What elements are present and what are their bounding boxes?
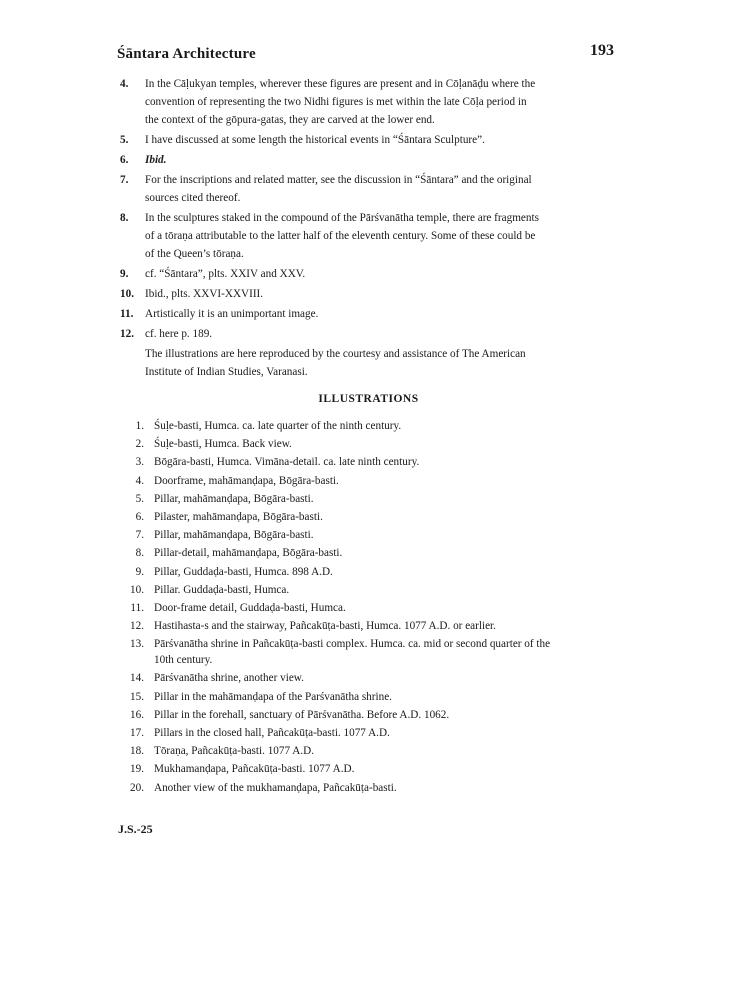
endnote-line: Ibid. bbox=[145, 154, 167, 166]
caption-line: Pillar in the forehall, sanctuary of Pārśvanātha. Before A.D. 1062. bbox=[154, 708, 450, 721]
illustration-number: 18. bbox=[130, 745, 144, 758]
illustration-number: 9. bbox=[135, 565, 144, 578]
illustration-entry bbox=[118, 545, 615, 561]
illustration-entry bbox=[118, 527, 615, 543]
illustration-number: 15. bbox=[130, 690, 144, 703]
endnote-line: In the Cāḷukyan temples, wherever these figures are present and in Cōḷanāḍu where the bbox=[145, 78, 536, 90]
illustration-caption bbox=[154, 418, 615, 434]
endnote-text bbox=[145, 171, 615, 207]
illustration-number: 20. bbox=[130, 781, 144, 794]
endnote-text bbox=[145, 285, 615, 303]
illustration-number: 4. bbox=[135, 474, 144, 487]
endnote-line: of a tōraṇa attributable to the latter half of the eleventh century. Some of these could be bbox=[145, 230, 536, 242]
endnote-line: the context of the gōpura-gatas, they are carved at the lower end. bbox=[145, 114, 435, 126]
caption-line: Pillar, mahāmanḍapa, Bōgāra-basti. bbox=[154, 492, 314, 505]
illustration-caption bbox=[154, 707, 615, 723]
illustration-number: 1. bbox=[135, 420, 144, 432]
endnote-text bbox=[145, 325, 615, 343]
illustration-entry bbox=[118, 454, 615, 470]
illustration-number: 5. bbox=[135, 492, 144, 505]
running-title: Śāntara Architecture bbox=[117, 46, 256, 62]
endnote-text bbox=[145, 209, 615, 263]
caption-line: Doorframe, mahāmanḍapa, Bōgāra-basti. bbox=[154, 474, 339, 487]
illustration-number: 6. bbox=[135, 510, 144, 523]
endnote-line: sources cited thereof. bbox=[145, 192, 241, 204]
illustration-entry bbox=[118, 473, 615, 489]
caption-line: Tōraṇa, Pañcakūṭa-basti. 1077 A.D. bbox=[154, 745, 315, 758]
illustration-number: 2. bbox=[135, 438, 144, 451]
illustration-entry bbox=[118, 618, 615, 634]
caption-line: 10th century. bbox=[154, 654, 213, 667]
caption-line: Pillar in the mahāmanḍapa of the Parśvanātha shrine. bbox=[154, 690, 392, 703]
illustration-number: 11. bbox=[130, 601, 144, 614]
illustration-caption bbox=[154, 454, 615, 470]
illustration-entry bbox=[118, 600, 615, 616]
endnote-line: Artistically it is an unimportant image. bbox=[145, 308, 319, 320]
endnote-text bbox=[145, 131, 615, 149]
page-number: 193 bbox=[590, 42, 614, 59]
illustration-entry bbox=[118, 670, 615, 686]
endnotes-list bbox=[120, 75, 615, 381]
illustration-entry bbox=[118, 491, 615, 507]
endnote-line: Ibid., plts. XXVI-XXVIII. bbox=[145, 288, 264, 300]
endnote bbox=[120, 285, 615, 303]
illustration-caption bbox=[154, 743, 615, 759]
caption-line: Pillar. Guddaḍa-basti, Humca. bbox=[154, 583, 290, 596]
endnote-number: 12. bbox=[120, 328, 134, 340]
endnote bbox=[120, 325, 615, 343]
caption-line: Hastihasta-s and the stairway, Pañcakūṭa-basti, Humca. 1077 A.D. or earlier. bbox=[154, 620, 496, 633]
illustration-number: 17. bbox=[130, 727, 144, 739]
illustrations-heading: ILLUSTRATIONS bbox=[318, 393, 419, 405]
illustrations-list bbox=[118, 418, 615, 798]
illustration-caption bbox=[154, 689, 615, 705]
illustration-number: 8. bbox=[135, 547, 144, 560]
endnote-number: 11. bbox=[120, 308, 134, 320]
endnote-line: cf. “Śāntara”, plts. XXIV and XXV. bbox=[145, 268, 306, 280]
caption-line: Door-frame detail, Guddaḍa-basti, Humca. bbox=[154, 601, 346, 614]
illustration-entry bbox=[118, 636, 615, 668]
caption-line: Pillar, Guddaḍa-basti, Humca. 898 A.D. bbox=[154, 565, 333, 578]
caption-line: Another view of the mukhamanḍapa, Pañcakūṭa-basti. bbox=[154, 781, 397, 794]
illustration-entry bbox=[118, 436, 615, 452]
illustration-number: 19. bbox=[130, 763, 144, 776]
illustration-number: 16. bbox=[130, 708, 144, 721]
illustration-entry bbox=[118, 564, 615, 580]
illustration-number: 14. bbox=[130, 672, 144, 685]
acknowledgement-line: The illustrations are here reproduced by the courtesy and assistance of The American bbox=[145, 348, 526, 360]
illustration-caption bbox=[154, 436, 615, 452]
caption-line: Pārśvanātha shrine, another view. bbox=[154, 672, 304, 685]
caption-line: Pillars in the closed hall, Pañcakūṭa-basti. 1077 A.D. bbox=[154, 727, 390, 739]
illustration-caption bbox=[154, 509, 615, 525]
caption-line: Pillar, mahāmanḍapa, Bōgāra-basti. bbox=[154, 529, 314, 542]
caption-line: Bōgāra-basti, Humca. Vimāna-detail. ca. late ninth century. bbox=[154, 456, 420, 469]
caption-line: Pārśvanātha shrine in Pañcakūṭa-basti complex. Humca. ca. mid or second quarter of the bbox=[154, 638, 551, 651]
illustration-caption bbox=[154, 725, 615, 741]
endnote bbox=[120, 305, 615, 323]
illustration-number: 7. bbox=[135, 529, 144, 542]
endnote-line: convention of representing the two Nidhi figures is met within the late Cōḷa period in bbox=[145, 96, 527, 108]
endnote bbox=[120, 265, 615, 283]
endnote-number: 5. bbox=[120, 134, 129, 146]
endnote-number: 7. bbox=[120, 174, 129, 186]
caption-line: Śuḷe-basti, Humca. ca. late quarter of the ninth century. bbox=[154, 420, 402, 432]
acknowledgement bbox=[145, 345, 615, 381]
illustration-caption bbox=[154, 473, 615, 489]
illustration-caption bbox=[154, 582, 615, 598]
endnote-number: 4. bbox=[120, 78, 129, 90]
endnote bbox=[120, 171, 615, 207]
illustration-caption bbox=[154, 564, 615, 580]
caption-line: Mukhamanḍapa, Pañcakūṭa-basti. 1077 A.D. bbox=[154, 763, 355, 776]
endnote-line: cf. here p. 189. bbox=[145, 328, 213, 340]
endnote-number: 6. bbox=[120, 154, 129, 166]
signature-mark: J.S.-25 bbox=[118, 822, 153, 836]
illustration-number: 13. bbox=[130, 638, 144, 651]
illustration-number: 10. bbox=[130, 583, 144, 596]
illustration-caption bbox=[154, 527, 615, 543]
endnote-line: In the sculptures staked in the compound of the Pārśvanātha temple, there are fragments bbox=[145, 212, 539, 224]
endnote bbox=[120, 209, 615, 263]
endnote bbox=[120, 151, 615, 169]
illustration-number: 12. bbox=[130, 620, 144, 633]
illustration-entry bbox=[118, 689, 615, 705]
endnote-text bbox=[145, 265, 615, 283]
endnote-line: I have discussed at some length the historical events in “Śāntara Sculpture”. bbox=[145, 134, 485, 146]
illustration-number: 3. bbox=[135, 456, 144, 469]
illustration-entry bbox=[118, 761, 615, 777]
caption-line: Śuḷe-basti, Humca. Back view. bbox=[154, 438, 292, 451]
caption-line: Pillar-detail, mahāmanḍapa, Bōgāra-basti. bbox=[154, 547, 343, 560]
endnote bbox=[120, 75, 615, 129]
illustration-caption bbox=[154, 600, 615, 616]
acknowledgement-line: Institute of Indian Studies, Varanasi. bbox=[145, 366, 308, 378]
endnote-text bbox=[145, 305, 615, 323]
illustration-entry bbox=[118, 707, 615, 723]
endnote-number: 8. bbox=[120, 212, 129, 224]
illustration-caption bbox=[154, 491, 615, 507]
endnote-line: For the inscriptions and related matter, see the discussion in “Śāntara” and the original bbox=[145, 174, 532, 186]
endnote-text bbox=[145, 151, 615, 169]
illustration-caption bbox=[154, 618, 615, 634]
endnote-line: of the Queen’s tōraṇa. bbox=[145, 248, 244, 260]
illustration-entry bbox=[118, 780, 615, 796]
illustration-caption bbox=[154, 670, 615, 686]
caption-line: Pilaster, mahāmanḍapa, Bōgāra-basti. bbox=[154, 510, 323, 523]
endnote bbox=[120, 131, 615, 149]
illustration-entry bbox=[118, 743, 615, 759]
illustration-entry bbox=[118, 418, 615, 434]
endnote-text bbox=[145, 75, 615, 129]
illustration-entry bbox=[118, 725, 615, 741]
endnote-number: 10. bbox=[120, 288, 134, 300]
illustration-caption bbox=[154, 545, 615, 561]
illustration-entry bbox=[118, 582, 615, 598]
illustration-entry bbox=[118, 509, 615, 525]
illustration-caption bbox=[154, 761, 615, 777]
endnote-number: 9. bbox=[120, 268, 129, 280]
illustration-caption bbox=[154, 780, 615, 796]
illustration-caption bbox=[154, 636, 615, 668]
